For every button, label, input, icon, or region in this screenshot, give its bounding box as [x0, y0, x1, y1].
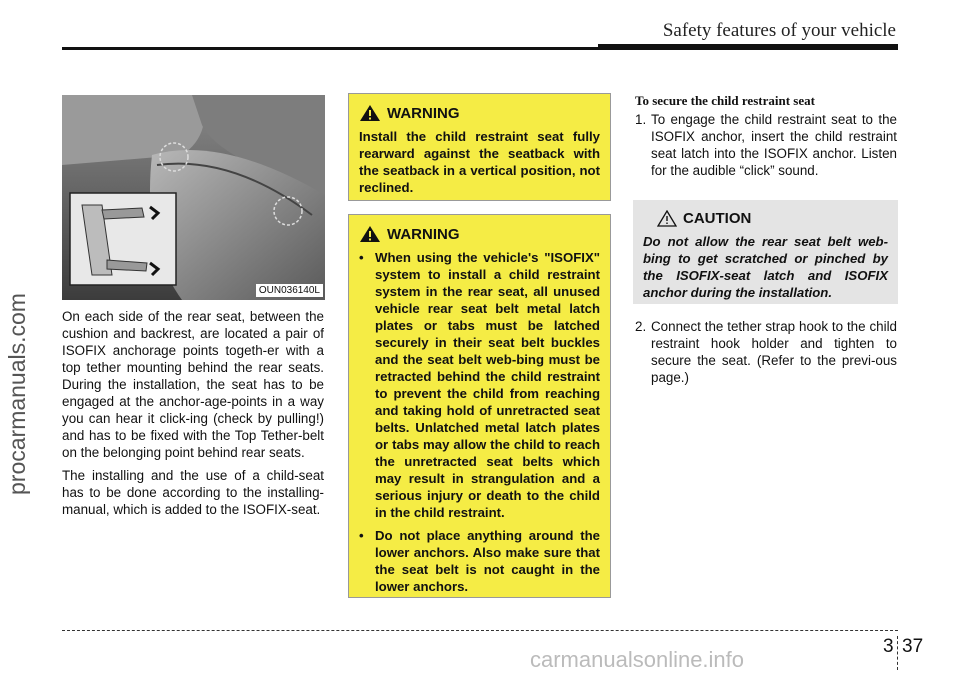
isofix-figure: [62, 95, 325, 300]
warning-title: WARNING: [387, 225, 460, 243]
page-number-separator: [897, 636, 898, 670]
bottom-watermark: carmanualsonline.info: [530, 647, 745, 672]
warning-triangle-icon: [359, 225, 381, 243]
caution-box: [633, 200, 898, 304]
step-number: 1.: [635, 112, 647, 127]
bullet: •: [359, 528, 364, 543]
chapter-number: 3: [883, 636, 894, 657]
step-text: To engage the child restraint seat to the ISOFIX anchor, insert the child restraint seat latch into the ISOFIX anchor. Listen for the audible “click” sound.: [651, 112, 897, 178]
instruction-step-1: [635, 111, 897, 179]
caution-header: [643, 210, 888, 227]
warning-list: [359, 249, 600, 595]
instruction-step-2: [635, 318, 897, 386]
paragraph: The installing and the use of a child-seat has to be done according to the installing-manual, which is added to the ISOFIX-seat.: [62, 468, 324, 517]
left-column-body: [62, 308, 324, 524]
figure-code-label: OUN036140L: [256, 284, 323, 297]
section-subhead: To secure the child restraint seat: [635, 93, 815, 108]
page-number: 37: [902, 636, 924, 657]
step-text: Connect the tether strap hook to the child restraint hook holder and tighten to secure the seat. (Refer to the previ-ous page.): [651, 319, 897, 385]
bullet: •: [359, 250, 364, 265]
page-header-title: Safety features of your vehicle: [662, 20, 896, 41]
warning-triangle-icon: [359, 104, 381, 122]
warning-text: Install the child restraint seat fully rearward against the seatback with the seatback in a vertical position, not reclined.: [359, 129, 600, 195]
footer-rule: [62, 630, 898, 631]
paragraph: On each side of the rear seat, between the cushion and backrest, are located a pair of ISOFIX anchorage points togeth-er with a top tether mounting behind the rear seats. During the installation, the seat has to be engaged at the anchor-age-points in a way you can hear it click-ing (check by pulling!) and has to be fixed with the Top Tether-belt on the belonging point behind rear seats.: [62, 309, 324, 460]
seat-illustration: [62, 95, 325, 300]
list-item: [359, 527, 600, 595]
list-item-text: When using the vehicle's "ISOFIX" system to install a child restraint system in the rear seat, all unused vehicle rear seat belt metal latch plates or tabs must be latched securely in their seat belt buckles and the seat belt web-bing must be retracted behind the child restraint to prevent the child from reaching and taking hold of unretracted seat belts. Unlatched metal latch plates or tabs may allow the child to reach the unretracted seat belts which may result in strangulation and a serious injury or death to the child in the child restraint.: [375, 250, 600, 520]
side-watermark: procarmanuals.com: [4, 293, 30, 495]
list-item-text: Do not place anything around the lower anchors. Also make sure that the seat belt is not caught in the lower anchors.: [375, 528, 600, 594]
warning-box-isofix: [348, 214, 611, 598]
warning-header: [359, 104, 600, 122]
caution-triangle-icon: [657, 210, 677, 227]
caution-title: CAUTION: [683, 210, 752, 227]
step-number: 2.: [635, 319, 647, 334]
list-item: [359, 249, 600, 521]
warning-header: [359, 225, 600, 243]
warning-title: WARNING: [387, 104, 460, 122]
warning-box-seatback: [348, 93, 611, 201]
caution-text: Do not allow the rear seat belt web-bing to get scratched or pinched by the ISOFIX-seat latch and ISOFIX anchor during the installation.: [643, 234, 888, 300]
header-rule-accent: [598, 44, 898, 50]
